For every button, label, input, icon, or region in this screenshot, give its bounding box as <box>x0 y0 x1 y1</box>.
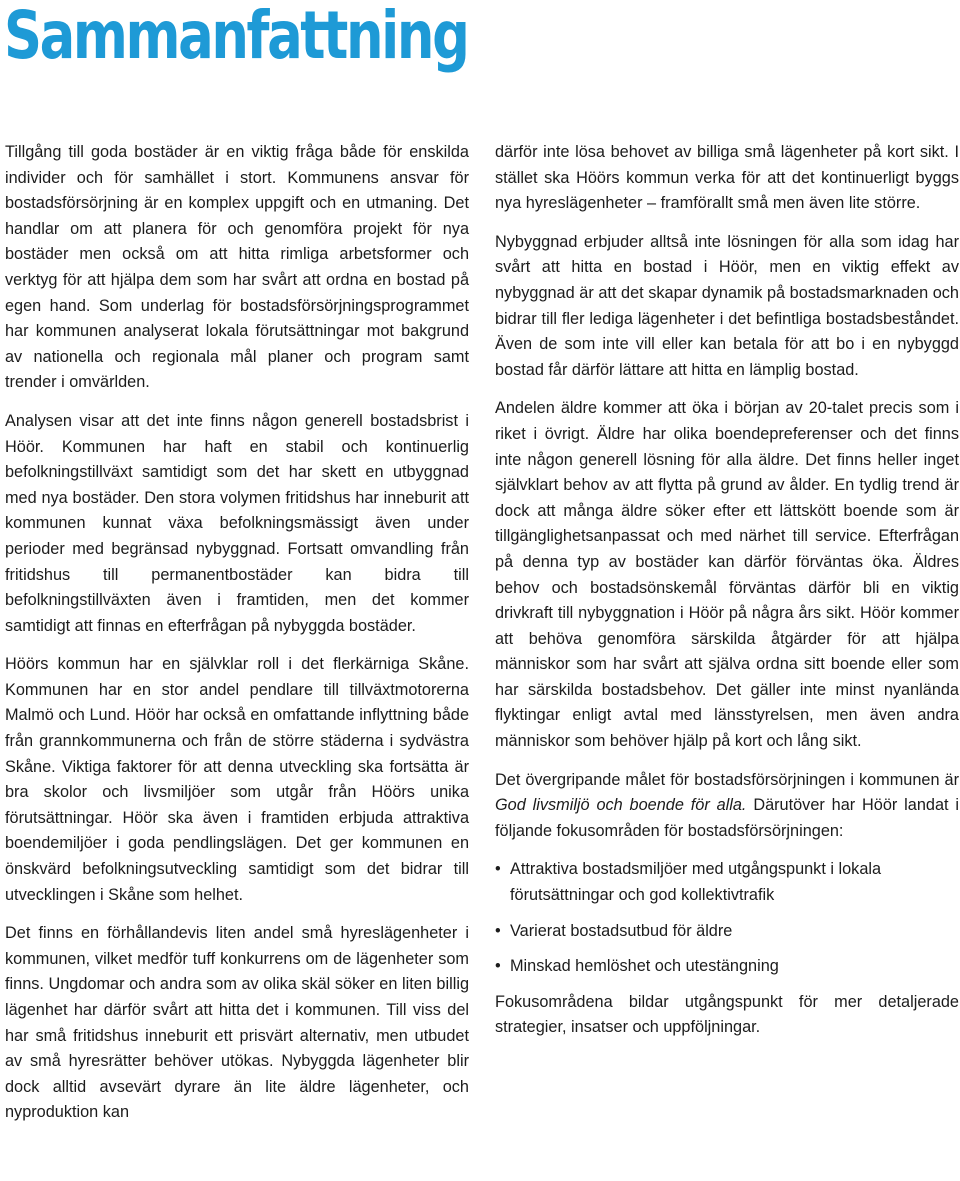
goal-statement: God livsmiljö och boende för alla. <box>495 796 747 815</box>
goal-text-before: Det övergripande målet för bostadsförsörjningen i kommunen är <box>495 770 959 789</box>
bullet-icon: • <box>495 921 501 940</box>
paragraph-rentals: Det finns en förhållandevis liten andel små hyreslägenheter i kommunen, vilket medför tuff konkurrens om de lägenheter som finns. Ungdomar och andra som av olika skäl söker en liten billig lägenhet har därför svårt att hitta det i kommunen. Till viss del har små fritidshus inneburit ett prisvärt alternativ, men utbudet av små hyresrätter behöver utökas. Nybyggda lägenheter blir dock alltid avsevärt dyrare än lite äldre lägenheter, och nyproduktion kan <box>5 924 469 1122</box>
paragraph-goal <box>495 768 959 845</box>
paragraph-region: Höörs kommun har en självklar roll i det flerkärniga Skåne. Kommunen har en stor andel pendlare till tillväxtmotorerna Malmö och Lund. Höör har också en omfattande inflyttning både från grannkommunerna och från de större städerna i sydvästra Skåne. Viktiga faktorer för att denna utveckling ska fortsätta är bra skolor och livsmiljöer som utgår från Höörs unika förutsättningar. Höör ska även i framtiden erbjuda attraktiva boendemiljöer i goda pendlingslägen. Det ger kommunen en önskvärd befolkningsutveckling samtidigt som det bidrar till utvecklingen i Skåne som helhet. <box>5 655 469 904</box>
page-title: Sammanfattning <box>4 0 468 74</box>
bullet-icon: • <box>495 860 501 879</box>
paragraph-analysis: Analysen visar att det inte finns någon generell bostadsbrist i Höör. Kommunen har haft en stabil och kontinuerlig befolkningstillväxt samtidigt som det har skett en utbyggnad med nya bostäder. Den stora volymen fritidshus har inneburit att kommunen kunnat växa befolkningsmässigt även under perioder med begränsad nybyggnad. Fortsatt omvandling från fritidshus till permanentbostäder kan bidra till befolkningstillväxten även i framtiden, men det kommer samtidigt att finnas en efterfrågan på nybyggda bostäder. <box>5 411 469 635</box>
focus-area-item <box>495 954 959 980</box>
focus-area-item <box>495 919 959 945</box>
paragraph-elderly: Andelen äldre kommer att öka i början av 20-talet precis som i riket i övrigt. Äldre har olika boendepreferenser och det finns inte någon generell lösning för alla äldre. Det finns heller inget självklart behov av att flytta på grund av ålder. En tydlig trend är dock att många äldre söker efter ett lättskött boende som är tillgänglighetsanpassat och med närhet till service. Efterfrågan på denna typ av bostäder kan därför förväntas öka. Äldres behov och bostadsönskemål förväntas därför bli en viktig drivkraft till nybyggnation i Höör på några års sikt. Höör kommer att behöva genomföra särskilda åtgärder för att hjälpa människor som har svårt att själva ordna sitt boende eller som har särskilda bostadsbehov. Det gäller inte minst nyanlända flyktingar enligt avtal med länsstyrelsen, men även andra människor som behöver hjälp på kort och lång sikt. <box>495 399 959 751</box>
focus-area-text: Attraktiva bostadsmiljöer med utgångspunkt i lokala förutsättningar och god kollektivtrafik <box>510 860 882 905</box>
focus-area-text: Minskad hemlöshet och utestängning <box>510 957 779 976</box>
paragraph-intro: Tillgång till goda bostäder är en viktig fråga både för enskilda individer och för samhället i stort. Kommunens ansvar för bostadsförsörjning är en komplex uppgift och en utmaning. Det handlar om att planera för och genomföra projekt för nya bostäder men också om att hitta rimliga arbetsformer och verktyg för att hjälpa dem som har svårt att ordna en bostad på egen hand. Som underlag för bostadsförsörjningsprogrammet har kommunen analyserat lokala förutsättningar mot bakgrund av nationella och regionala mål planer och program samt trender i omvärlden. <box>5 143 469 392</box>
right-column <box>495 140 959 1054</box>
paragraph-new-construction: Nybyggnad erbjuder alltså inte lösningen för alla som idag har svårt att hitta en bostad i Höör, men en viktig effekt av nybyggnad är att det skapar dynamik på bostadsmarknaden och bidrar till fler lediga lägenheter i det befintliga bostadsbeståndet. Även de som inte vill eller kan betala för att bo i en nybyggd bostad får därför lättare att hitta en lämplig bostad. <box>495 232 959 379</box>
focus-area-item <box>495 857 959 908</box>
paragraph-conclusion: Fokusområdena bildar utgångspunkt för mer detaljerade strategier, insatser och uppföljningar. <box>495 992 959 1037</box>
paragraph-rentals-continued: därför inte lösa behovet av billiga små lägenheter på kort sikt. I stället ska Höörs kommun verka för att det kontinuerligt byggs nya hyreslägenheter – framförallt små men även lite större. <box>495 143 959 213</box>
left-column <box>5 140 469 1139</box>
bullet-icon: • <box>495 957 501 976</box>
goal-text-after: Därutöver har Höör landat i följande fokusområden för bostadsförsörjningen: <box>495 796 960 840</box>
focus-area-text: Varierat bostadsutbud för äldre <box>510 921 733 940</box>
focus-area-list <box>495 857 959 979</box>
